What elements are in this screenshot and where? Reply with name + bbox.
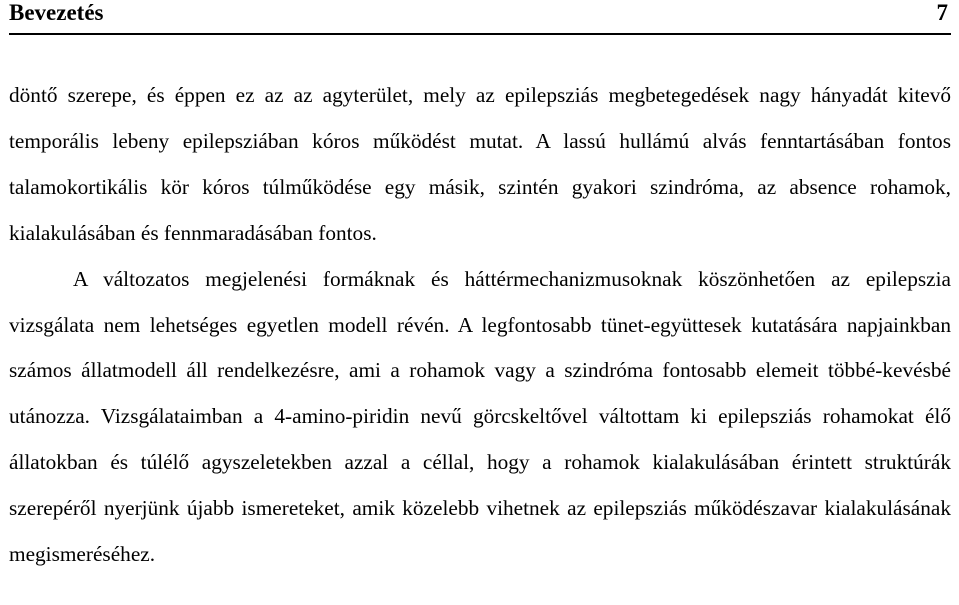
- chapter-title: Bevezetés: [9, 0, 104, 25]
- paragraph-1: döntő szerepe, és éppen ez az az agyterület, mely az epilepsziás megbetegedések nagy hányadát kitevő temporális lebeny epilepsziában kóros működést mutat. A lassú hullámú alvás fenntartásában fontos talamokortikális kör kóros túlműködése egy másik, szintén gyakori szindróma, az absence rohamok, kialakulásában és fennmaradásában fontos.: [9, 83, 951, 245]
- body-text: [9, 73, 951, 578]
- page-number: 7: [936, 0, 948, 25]
- paragraph-2: A változatos megjelenési formáknak és háttérmechanizmusoknak köszönhetően az epilepszia vizsgálata nem lehetséges egyetlen modell révén. A legfontosabb tünet-együttesek kutatására napjainkban számos állatmodell áll rendelkezésre, ami a rohamok vagy a szindróma fontosabb elemeit többé-kevésbé utánozza. Vizsgálataimban a 4-amino-piridin nevű görcskeltővel váltottam ki epilepsziás rohamokat élő állatokban és túlélő agyszeletekben azzal a céllal, hogy a rohamok kialakulásában érintett struktúrák szerepéről nyerjünk újabb ismereteket, amik közelebb vihetnek az epilepsziás működészavar kialakulásának megismeréséhez.: [9, 266, 951, 567]
- page-header: [9, 0, 951, 35]
